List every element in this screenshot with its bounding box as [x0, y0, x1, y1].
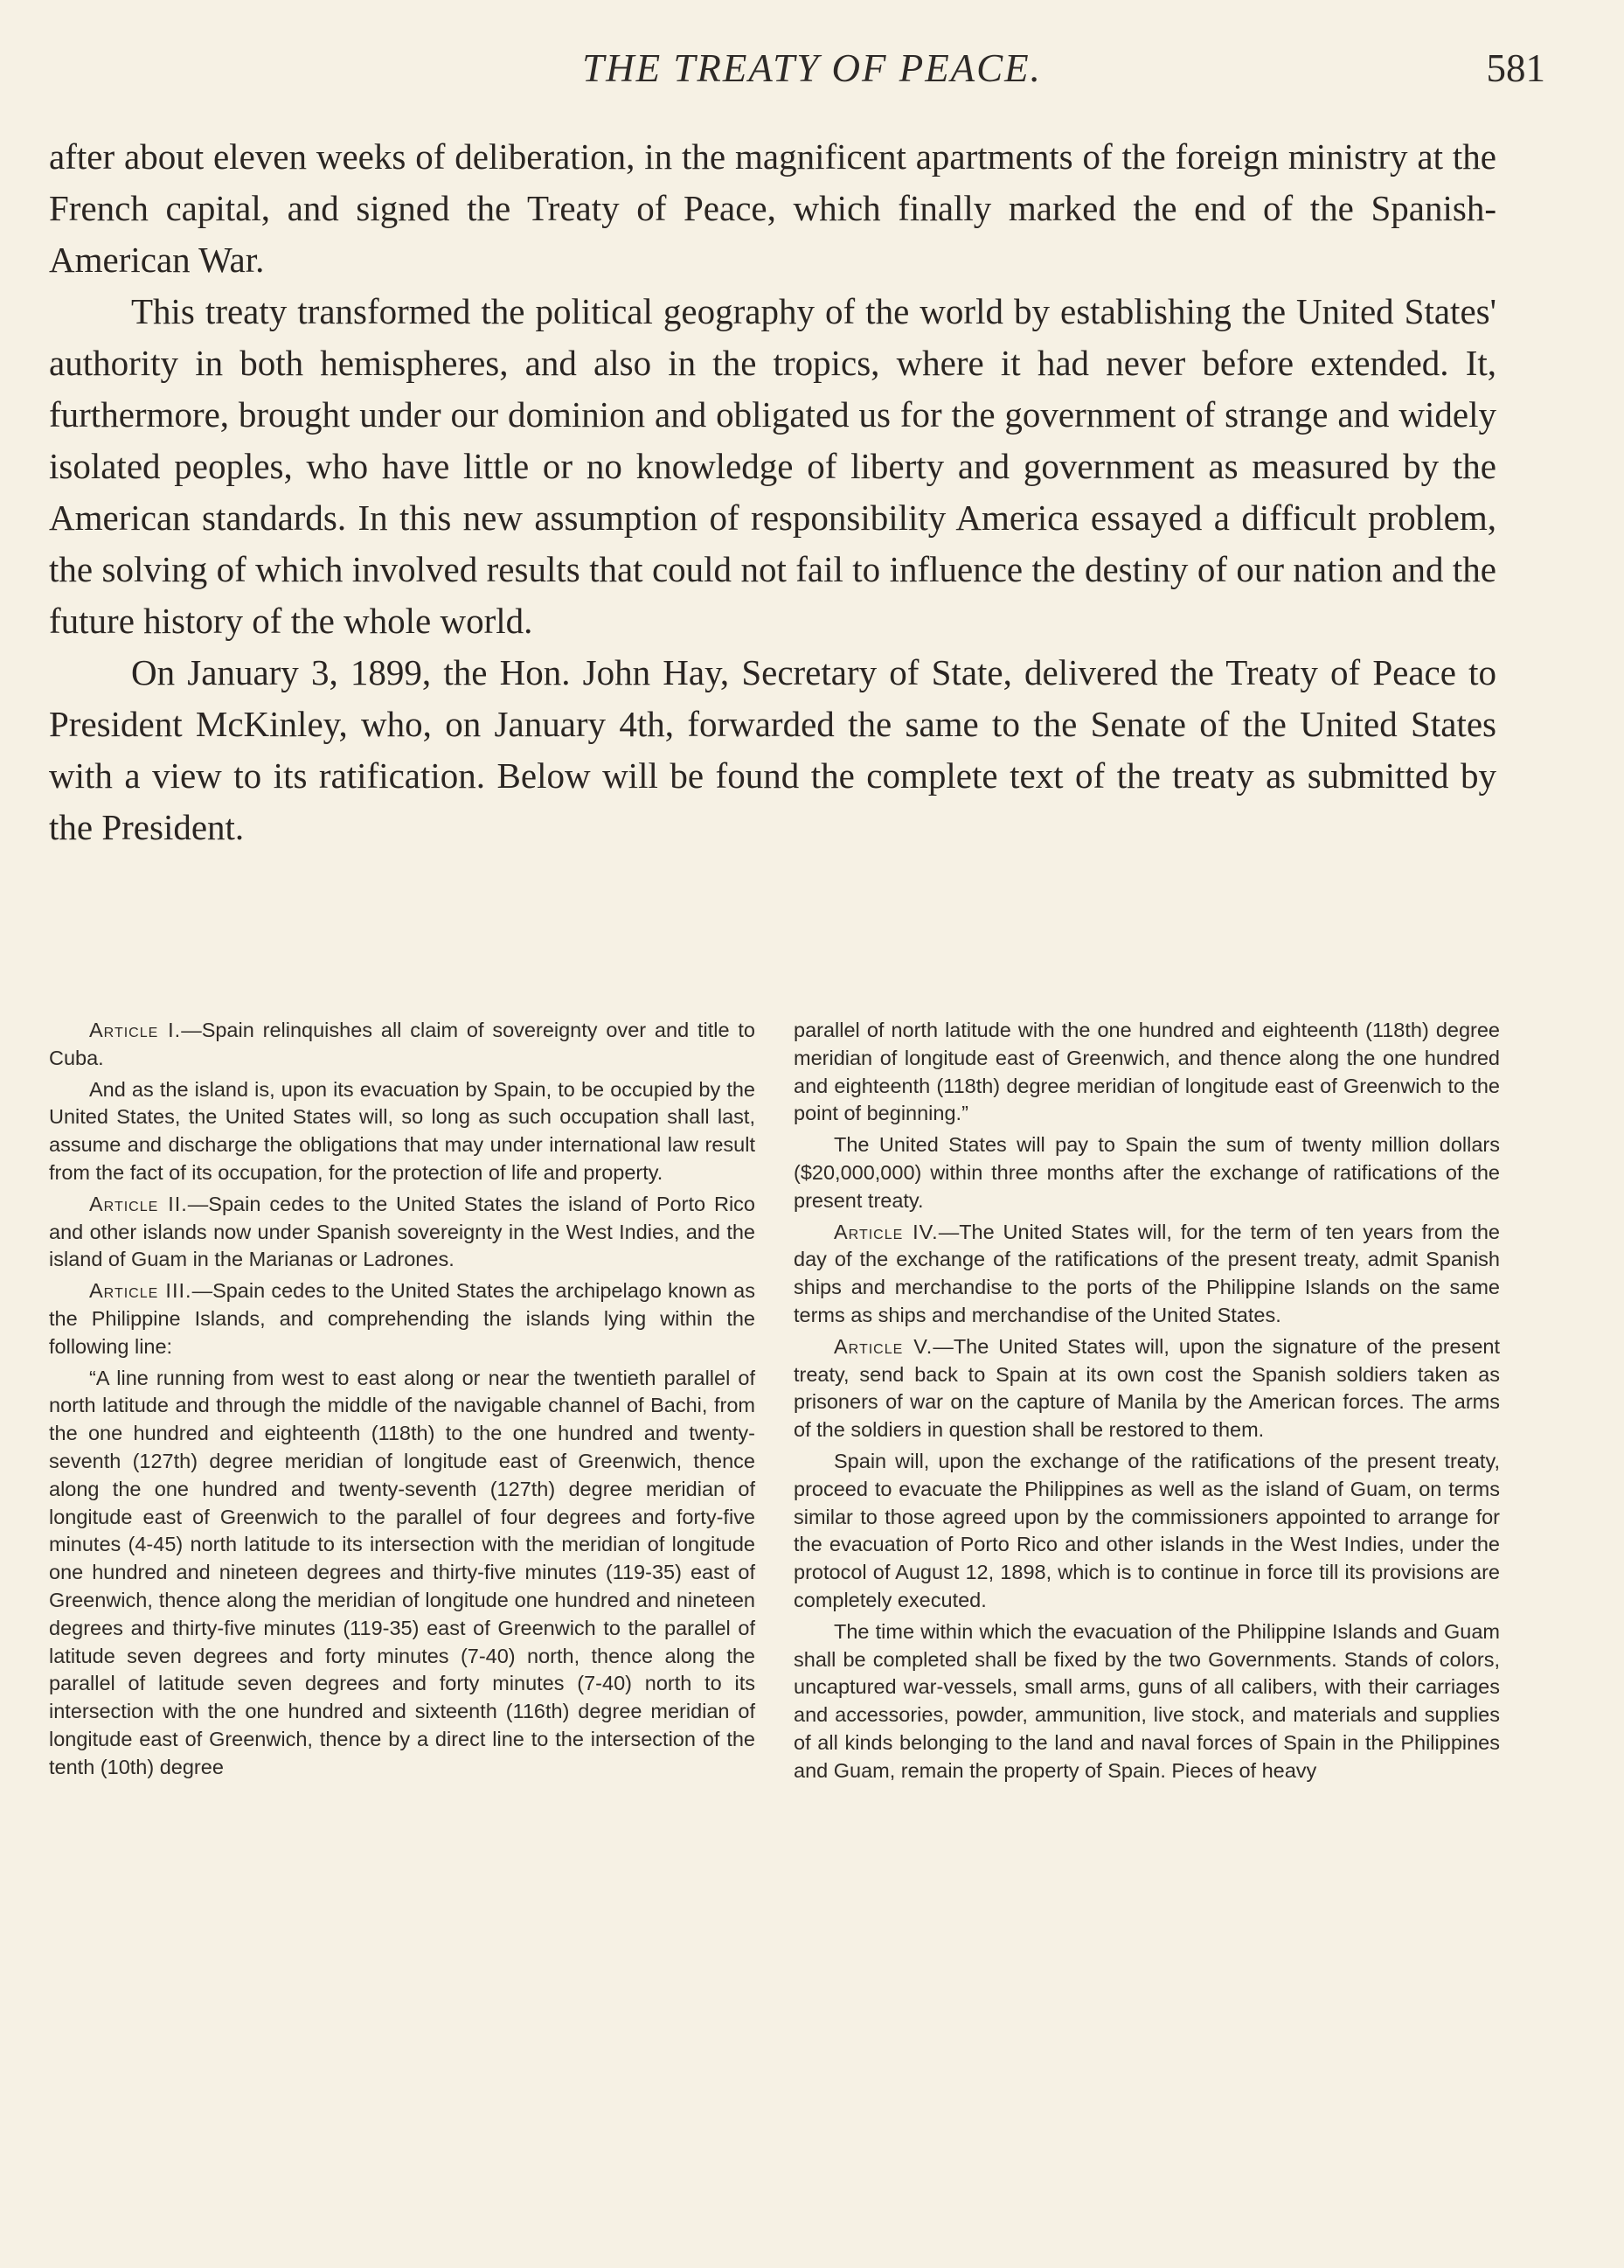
article-1-text: —Spain relinquishes all claim of sovereignty over and title to Cuba.: [49, 1019, 755, 1069]
article-1: [49, 1017, 755, 1073]
page-header: [52, 45, 1572, 98]
paragraph-boundary-continued: parallel of north latitude with the one hundred and eighteenth (118th) degree meridian of longitude east of Greenwich, and thence along the one hundred and eighteenth (118th) degree meridian of longitude east of Greenwich to the point of beginning.”: [794, 1019, 1500, 1125]
article-1-label: Article I.: [89, 1019, 182, 1041]
intro-paragraph: This treaty transformed the political geography of the world by establishing the United States' authority in both hemispheres, and also in the tropics, where it had never before extended. It, furthermore, brought under our dominion and obligated us for the government of strange and widely isolated peoples, who have little or no knowledge of liberty and government as measured by the American standards. In this new assumption of responsibility America essayed a difficult problem, the solving of which involved results that could not fail to influence the destiny of our nation and the future history of the whole world.: [49, 291, 1496, 641]
article-5-label: Article V.: [834, 1334, 933, 1358]
article-3: [49, 1277, 755, 1360]
article-3-text: —Spain cedes to the United States the archipelago known as the Philippine Islands, and comprehending the islands lying within the following line:: [49, 1279, 755, 1358]
right-column: [794, 1017, 1500, 2206]
intro-text: [49, 131, 1496, 853]
article-4-text: —The United States will, for the term of ten years from the day of the exchange of the ratifications of the present treaty, admit Spanish ships and merchandise to the ports of the Philippine Islands on the same terms as ships and merchandise of the United States.: [794, 1220, 1500, 1326]
article-2-text: —Spain cedes to the United States the island of Porto Rico and other islands now under Spanish sovereignty in the West Indies, and the island of Guam in the Marianas or Ladrones.: [49, 1192, 755, 1271]
paragraph-evacuation: Spain will, upon the exchange of the ratifications of the present treaty, proceed to evacuate the Philippines as well as the island of Guam, on terms similar to those agreed upon by the commissioners appointed to arrange for the evacuation of Porto Rico and other islands in the West Indies, under the protocol of August 12, 1898, which is to continue in force till its provisions are completely executed.: [794, 1449, 1500, 1611]
article-3-label: Article III.: [89, 1279, 192, 1303]
page-number: 581: [1486, 46, 1545, 90]
article-5: [794, 1333, 1500, 1444]
treaty-text-columns: [49, 1017, 1500, 2206]
article-2: [49, 1191, 755, 1274]
running-title: THE TREATY OF PEACE.: [582, 46, 1042, 90]
article-4-label: Article IV.: [834, 1220, 939, 1243]
left-column: [49, 1017, 755, 2206]
paragraph-payment: The United States will pay to Spain the sum of twenty million dollars ($20,000,000) within three months after the exchange of ratifications of the present treaty.: [794, 1133, 1500, 1212]
paragraph-cuba-occupation: And as the island is, upon its evacuation by Spain, to be occupied by the United States, the United States will, so long as such occupation shall last, assume and discharge the obligations that may under international law result from the fact of its occupation, for the protection of life and property.: [49, 1077, 755, 1184]
intro-paragraph: On January 3, 1899, the Hon. John Hay, Secretary of State, delivered the Treaty of Peace to President McKinley, who, on January 4th, forwarded the same to the Senate of the United States with a view to its ratification. Below will be found the complete text of the treaty as submitted by the President.: [49, 652, 1496, 847]
intro-paragraph: after about eleven weeks of deliberation, in the magnificent apartments of the foreign ministry at the French capital, and signed the Treaty of Peace, which finally marked the end of the Spanish-American War.: [49, 136, 1496, 280]
paragraph-evacuation-time: The time within which the evacuation of the Philippine Islands and Guam shall be completed shall be fixed by the two Governments. Stands of colors, uncaptured war-vessels, small arms, guns of all calibers, with their carriages and accessories, powder, ammunition, live stock, and materials and supplies of all kinds belonging to the land and naval forces of Spain in the Philippines and Guam, remain the property of Spain. Pieces of heavy: [794, 1619, 1500, 1782]
paragraph-boundary-line: “A line running from west to east along or near the twentieth parallel of north latitude and through the middle of the navigable channel of Bachi, from the one hundred and eighteenth (118th) to the one hundred and twenty-seventh (127th) degree meridian of longitude east of Greenwich, thence along the one hundred and twenty-seventh (127th) degree meridian of longitude east of Greenwich to the parallel of four degrees and forty-five minutes (4-45) north latitude to its intersection with the meridian of longitude one hundred and nineteen degrees and thirty-five minutes (119-35) east of Greenwich, thence along the meridian of longitude one hundred and nineteen degrees and thirty-five minutes (119-35) east of Greenwich to the parallel of latitude seven degrees and forty minutes (7-40) north, thence along the parallel of latitude seven degrees and forty minutes (7-40) north to its intersection with the one hundred and sixteenth (116th) degree meridian of longitude east of Greenwich, thence by a direct line to the intersection of the tenth (10th) degree: [49, 1366, 755, 1778]
article-4: [794, 1219, 1500, 1330]
article-2-label: Article II.: [89, 1192, 188, 1215]
article-5-text: —The United States will, upon the signature of the present treaty, send back to Spain at its own cost the Spanish soldiers taken as prisoners of war on the capture of Manila by the American forces. The arms of the soldiers in question shall be restored to them.: [794, 1334, 1501, 1442]
